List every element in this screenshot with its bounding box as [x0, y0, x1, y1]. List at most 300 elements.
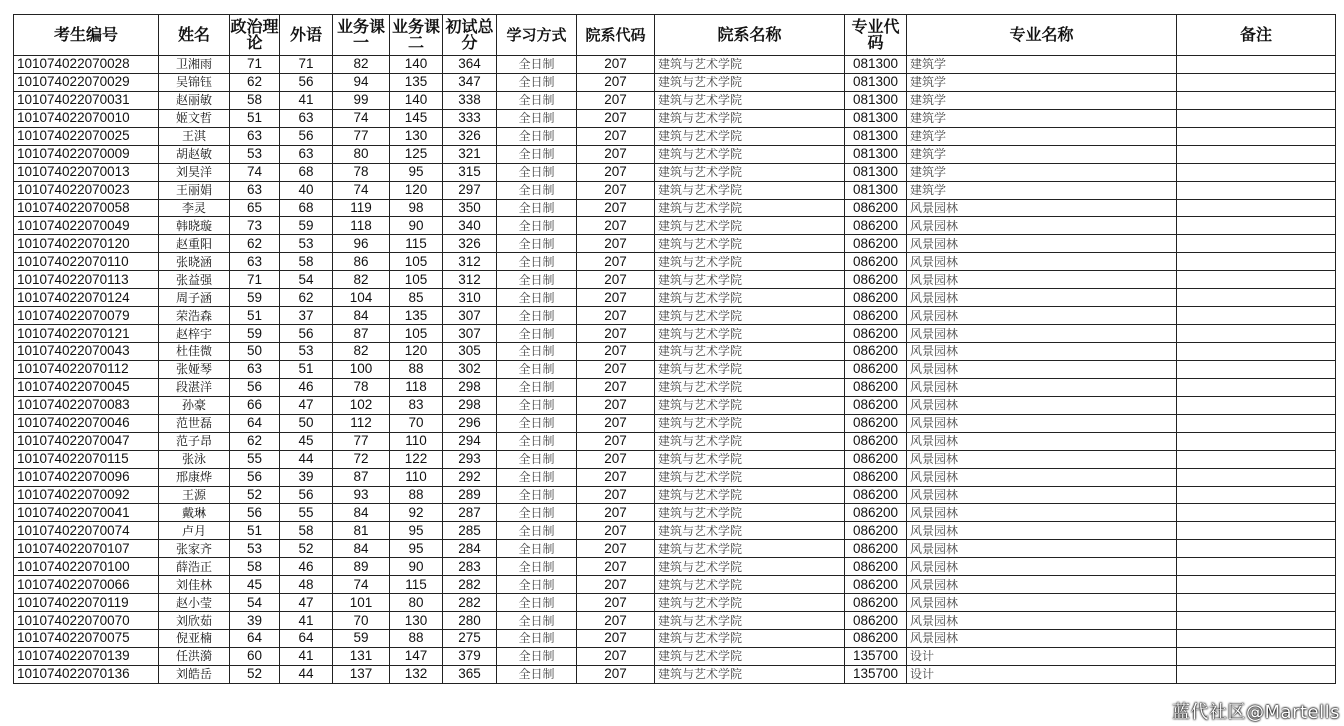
cell-name: 戴琳 [159, 504, 230, 522]
cell-foreign-language: 56 [280, 325, 333, 343]
cell-course-one: 84 [333, 504, 390, 522]
cell-study-mode: 全日制 [497, 73, 577, 91]
cell-name: 范子昂 [159, 432, 230, 450]
cell-exam-id: 101074022070083 [14, 396, 159, 414]
cell-major-code: 086200 [845, 253, 907, 271]
cell-department-code: 207 [577, 325, 655, 343]
cell-department-code: 207 [577, 199, 655, 217]
cell-remarks [1177, 253, 1336, 271]
table-body [14, 56, 1336, 684]
cell-course-one: 74 [333, 576, 390, 594]
cell-major-name: 建筑学 [907, 163, 1177, 181]
table-row [14, 199, 1336, 217]
cell-major-name: 风景园林 [907, 414, 1177, 432]
cell-politics: 63 [230, 360, 280, 378]
cell-name: 李灵 [159, 199, 230, 217]
cell-foreign-language: 53 [280, 235, 333, 253]
cell-remarks [1177, 594, 1336, 612]
cell-total-score: 340 [443, 217, 497, 235]
cell-course-one: 104 [333, 289, 390, 307]
cell-major-name: 风景园林 [907, 289, 1177, 307]
cell-exam-id: 101074022070013 [14, 163, 159, 181]
cell-department-name: 建筑与艺术学院 [655, 271, 845, 289]
cell-department-code: 207 [577, 271, 655, 289]
cell-name: 邢康烨 [159, 468, 230, 486]
cell-exam-id: 101074022070139 [14, 647, 159, 665]
cell-remarks [1177, 325, 1336, 343]
cell-foreign-language: 46 [280, 558, 333, 576]
cell-remarks [1177, 109, 1336, 127]
cell-major-name: 风景园林 [907, 630, 1177, 648]
cell-major-name: 风景园林 [907, 360, 1177, 378]
cell-name: 赵重阳 [159, 235, 230, 253]
header-department-code: 院系代码 [577, 15, 655, 56]
cell-remarks [1177, 360, 1336, 378]
cell-major-name: 风景园林 [907, 504, 1177, 522]
cell-major-code: 081300 [845, 109, 907, 127]
cell-course-one: 118 [333, 217, 390, 235]
cell-course-two: 140 [390, 91, 443, 109]
cell-politics: 51 [230, 522, 280, 540]
header-foreign-language: 外语 [280, 15, 333, 56]
table-row [14, 271, 1336, 289]
cell-remarks [1177, 612, 1336, 630]
cell-total-score: 310 [443, 289, 497, 307]
cell-major-name: 风景园林 [907, 235, 1177, 253]
cell-department-name: 建筑与艺术学院 [655, 289, 845, 307]
cell-total-score: 307 [443, 325, 497, 343]
cell-course-one: 82 [333, 56, 390, 74]
cell-major-code: 086200 [845, 612, 907, 630]
cell-course-one: 102 [333, 396, 390, 414]
cell-exam-id: 101074022070029 [14, 73, 159, 91]
cell-name: 王淇 [159, 127, 230, 145]
cell-major-code: 086200 [845, 630, 907, 648]
cell-politics: 74 [230, 163, 280, 181]
table-row [14, 109, 1336, 127]
cell-major-code: 086200 [845, 504, 907, 522]
cell-major-code: 086200 [845, 450, 907, 468]
cell-course-two: 80 [390, 594, 443, 612]
cell-study-mode: 全日制 [497, 630, 577, 648]
cell-course-one: 89 [333, 558, 390, 576]
cell-department-code: 207 [577, 307, 655, 325]
table-row [14, 665, 1336, 683]
table-row [14, 486, 1336, 504]
cell-course-two: 105 [390, 271, 443, 289]
cell-study-mode: 全日制 [497, 486, 577, 504]
cell-department-code: 207 [577, 504, 655, 522]
cell-department-code: 207 [577, 127, 655, 145]
cell-course-one: 70 [333, 612, 390, 630]
cell-exam-id: 101074022070092 [14, 486, 159, 504]
cell-name: 张家齐 [159, 540, 230, 558]
cell-department-name: 建筑与艺术学院 [655, 504, 845, 522]
cell-course-two: 132 [390, 665, 443, 683]
header-course-two: 业务课二 [390, 15, 443, 56]
cell-total-score: 338 [443, 91, 497, 109]
cell-name: 任洪漪 [159, 647, 230, 665]
cell-course-one: 94 [333, 73, 390, 91]
cell-major-name: 风景园林 [907, 307, 1177, 325]
cell-foreign-language: 58 [280, 253, 333, 271]
cell-exam-id: 101074022070066 [14, 576, 159, 594]
cell-remarks [1177, 343, 1336, 361]
cell-course-two: 120 [390, 181, 443, 199]
cell-major-code: 081300 [845, 127, 907, 145]
cell-total-score: 326 [443, 235, 497, 253]
cell-course-two: 95 [390, 522, 443, 540]
cell-course-two: 105 [390, 325, 443, 343]
cell-name: 张娅琴 [159, 360, 230, 378]
cell-total-score: 282 [443, 576, 497, 594]
cell-remarks [1177, 378, 1336, 396]
cell-foreign-language: 41 [280, 91, 333, 109]
table-row [14, 253, 1336, 271]
cell-study-mode: 全日制 [497, 558, 577, 576]
cell-exam-id: 101074022070079 [14, 307, 159, 325]
cell-remarks [1177, 414, 1336, 432]
cell-department-name: 建筑与艺术学院 [655, 396, 845, 414]
cell-exam-id: 101074022070110 [14, 253, 159, 271]
cell-remarks [1177, 235, 1336, 253]
cell-major-name: 风景园林 [907, 450, 1177, 468]
cell-course-two: 115 [390, 235, 443, 253]
cell-department-name: 建筑与艺术学院 [655, 450, 845, 468]
cell-politics: 50 [230, 343, 280, 361]
cell-department-code: 207 [577, 378, 655, 396]
cell-remarks [1177, 145, 1336, 163]
table-row [14, 127, 1336, 145]
cell-remarks [1177, 576, 1336, 594]
cell-course-two: 118 [390, 378, 443, 396]
cell-department-name: 建筑与艺术学院 [655, 647, 845, 665]
cell-course-two: 122 [390, 450, 443, 468]
cell-total-score: 350 [443, 199, 497, 217]
cell-remarks [1177, 91, 1336, 109]
cell-department-code: 207 [577, 432, 655, 450]
header-course-one: 业务课一 [333, 15, 390, 56]
cell-department-name: 建筑与艺术学院 [655, 109, 845, 127]
cell-major-code: 086200 [845, 522, 907, 540]
cell-department-name: 建筑与艺术学院 [655, 253, 845, 271]
cell-course-one: 74 [333, 181, 390, 199]
cell-course-two: 140 [390, 56, 443, 74]
cell-course-two: 147 [390, 647, 443, 665]
cell-course-two: 95 [390, 540, 443, 558]
cell-major-code: 086200 [845, 360, 907, 378]
cell-name: 张晓涵 [159, 253, 230, 271]
table-row [14, 414, 1336, 432]
cell-department-name: 建筑与艺术学院 [655, 576, 845, 594]
cell-course-two: 98 [390, 199, 443, 217]
cell-politics: 71 [230, 56, 280, 74]
cell-department-code: 207 [577, 360, 655, 378]
cell-politics: 52 [230, 665, 280, 683]
cell-department-name: 建筑与艺术学院 [655, 343, 845, 361]
cell-politics: 51 [230, 307, 280, 325]
cell-course-one: 78 [333, 378, 390, 396]
cell-politics: 45 [230, 576, 280, 594]
cell-remarks [1177, 468, 1336, 486]
cell-name: 韩晓璇 [159, 217, 230, 235]
table-row [14, 558, 1336, 576]
cell-foreign-language: 63 [280, 109, 333, 127]
cell-study-mode: 全日制 [497, 612, 577, 630]
cell-study-mode: 全日制 [497, 504, 577, 522]
cell-politics: 59 [230, 289, 280, 307]
cell-course-two: 110 [390, 432, 443, 450]
cell-exam-id: 101074022070100 [14, 558, 159, 576]
cell-major-code: 081300 [845, 163, 907, 181]
cell-major-name: 建筑学 [907, 73, 1177, 91]
cell-course-two: 125 [390, 145, 443, 163]
cell-study-mode: 全日制 [497, 468, 577, 486]
cell-department-name: 建筑与艺术学院 [655, 558, 845, 576]
admission-score-table-container [13, 14, 1336, 684]
cell-exam-id: 101074022070045 [14, 378, 159, 396]
cell-exam-id: 101074022070025 [14, 127, 159, 145]
cell-study-mode: 全日制 [497, 109, 577, 127]
cell-name: 杜佳微 [159, 343, 230, 361]
cell-remarks [1177, 504, 1336, 522]
cell-exam-id: 101074022070121 [14, 325, 159, 343]
cell-major-name: 风景园林 [907, 486, 1177, 504]
cell-course-two: 83 [390, 396, 443, 414]
cell-major-name: 风景园林 [907, 199, 1177, 217]
cell-study-mode: 全日制 [497, 450, 577, 468]
cell-foreign-language: 44 [280, 450, 333, 468]
header-name: 姓名 [159, 15, 230, 56]
cell-total-score: 282 [443, 594, 497, 612]
cell-major-code: 086200 [845, 432, 907, 450]
cell-remarks [1177, 181, 1336, 199]
cell-exam-id: 101074022070047 [14, 432, 159, 450]
cell-major-name: 建筑学 [907, 56, 1177, 74]
cell-name: 周子涵 [159, 289, 230, 307]
cell-remarks [1177, 73, 1336, 91]
table-row [14, 289, 1336, 307]
cell-politics: 59 [230, 325, 280, 343]
cell-study-mode: 全日制 [497, 253, 577, 271]
cell-name: 卢月 [159, 522, 230, 540]
cell-major-code: 086200 [845, 307, 907, 325]
cell-name: 刘佳林 [159, 576, 230, 594]
cell-department-code: 207 [577, 181, 655, 199]
cell-department-code: 207 [577, 486, 655, 504]
cell-department-code: 207 [577, 56, 655, 74]
cell-study-mode: 全日制 [497, 307, 577, 325]
cell-course-two: 88 [390, 360, 443, 378]
cell-course-one: 59 [333, 630, 390, 648]
cell-total-score: 289 [443, 486, 497, 504]
cell-remarks [1177, 199, 1336, 217]
header-major-code: 专业代码 [845, 15, 907, 56]
cell-department-name: 建筑与艺术学院 [655, 630, 845, 648]
cell-major-name: 设计 [907, 665, 1177, 683]
table-row [14, 504, 1336, 522]
cell-course-one: 81 [333, 522, 390, 540]
cell-major-name: 风景园林 [907, 343, 1177, 361]
cell-total-score: 312 [443, 271, 497, 289]
cell-major-name: 设计 [907, 647, 1177, 665]
cell-course-one: 131 [333, 647, 390, 665]
header-exam-id: 考生编号 [14, 15, 159, 56]
cell-major-code: 086200 [845, 217, 907, 235]
cell-course-one: 77 [333, 127, 390, 145]
header-major-name: 专业名称 [907, 15, 1177, 56]
cell-foreign-language: 39 [280, 468, 333, 486]
cell-study-mode: 全日制 [497, 396, 577, 414]
cell-name: 薛浩正 [159, 558, 230, 576]
cell-department-name: 建筑与艺术学院 [655, 199, 845, 217]
cell-department-name: 建筑与艺术学院 [655, 468, 845, 486]
cell-study-mode: 全日制 [497, 145, 577, 163]
cell-politics: 56 [230, 468, 280, 486]
cell-department-code: 207 [577, 630, 655, 648]
table-row [14, 325, 1336, 343]
cell-total-score: 307 [443, 307, 497, 325]
cell-exam-id: 101074022070113 [14, 271, 159, 289]
cell-major-name: 风景园林 [907, 558, 1177, 576]
cell-foreign-language: 54 [280, 271, 333, 289]
cell-foreign-language: 51 [280, 360, 333, 378]
header-study-mode: 学习方式 [497, 15, 577, 56]
cell-politics: 66 [230, 396, 280, 414]
cell-department-name: 建筑与艺术学院 [655, 360, 845, 378]
cell-remarks [1177, 396, 1336, 414]
cell-course-one: 87 [333, 468, 390, 486]
cell-course-one: 78 [333, 163, 390, 181]
cell-course-one: 100 [333, 360, 390, 378]
cell-major-code: 086200 [845, 378, 907, 396]
table-row [14, 432, 1336, 450]
cell-politics: 63 [230, 253, 280, 271]
cell-department-code: 207 [577, 289, 655, 307]
cell-major-code: 086200 [845, 414, 907, 432]
cell-foreign-language: 58 [280, 522, 333, 540]
cell-exam-id: 101074022070120 [14, 235, 159, 253]
table-row [14, 630, 1336, 648]
cell-study-mode: 全日制 [497, 522, 577, 540]
cell-major-code: 086200 [845, 540, 907, 558]
cell-course-two: 115 [390, 576, 443, 594]
cell-course-one: 80 [333, 145, 390, 163]
cell-department-name: 建筑与艺术学院 [655, 127, 845, 145]
cell-major-code: 081300 [845, 73, 907, 91]
cell-major-code: 135700 [845, 647, 907, 665]
table-row [14, 360, 1336, 378]
cell-department-name: 建筑与艺术学院 [655, 612, 845, 630]
cell-course-one: 99 [333, 91, 390, 109]
cell-major-name: 建筑学 [907, 91, 1177, 109]
cell-foreign-language: 50 [280, 414, 333, 432]
cell-total-score: 294 [443, 432, 497, 450]
cell-total-score: 312 [443, 253, 497, 271]
cell-foreign-language: 56 [280, 73, 333, 91]
cell-total-score: 321 [443, 145, 497, 163]
cell-politics: 58 [230, 91, 280, 109]
table-row [14, 163, 1336, 181]
cell-name: 刘皓岳 [159, 665, 230, 683]
cell-department-code: 207 [577, 91, 655, 109]
cell-course-one: 82 [333, 271, 390, 289]
cell-remarks [1177, 56, 1336, 74]
cell-politics: 63 [230, 127, 280, 145]
cell-course-two: 88 [390, 630, 443, 648]
cell-study-mode: 全日制 [497, 289, 577, 307]
cell-foreign-language: 53 [280, 343, 333, 361]
cell-total-score: 275 [443, 630, 497, 648]
cell-department-code: 207 [577, 540, 655, 558]
cell-total-score: 283 [443, 558, 497, 576]
cell-foreign-language: 46 [280, 378, 333, 396]
cell-name: 荣浩森 [159, 307, 230, 325]
cell-course-one: 87 [333, 325, 390, 343]
cell-remarks [1177, 432, 1336, 450]
cell-name: 赵小莹 [159, 594, 230, 612]
cell-department-code: 207 [577, 253, 655, 271]
cell-course-two: 88 [390, 486, 443, 504]
header-total-score: 初试总分 [443, 15, 497, 56]
cell-department-code: 207 [577, 343, 655, 361]
cell-course-one: 82 [333, 343, 390, 361]
cell-course-two: 90 [390, 217, 443, 235]
cell-remarks [1177, 450, 1336, 468]
cell-major-code: 086200 [845, 235, 907, 253]
cell-total-score: 280 [443, 612, 497, 630]
cell-foreign-language: 68 [280, 199, 333, 217]
cell-politics: 60 [230, 647, 280, 665]
cell-study-mode: 全日制 [497, 594, 577, 612]
table-row [14, 522, 1336, 540]
cell-major-code: 081300 [845, 56, 907, 74]
cell-foreign-language: 52 [280, 540, 333, 558]
cell-total-score: 333 [443, 109, 497, 127]
cell-remarks [1177, 540, 1336, 558]
cell-department-code: 207 [577, 522, 655, 540]
cell-department-name: 建筑与艺术学院 [655, 181, 845, 199]
cell-major-name: 风景园林 [907, 378, 1177, 396]
cell-course-two: 92 [390, 504, 443, 522]
cell-department-name: 建筑与艺术学院 [655, 235, 845, 253]
cell-politics: 52 [230, 486, 280, 504]
cell-major-name: 风景园林 [907, 325, 1177, 343]
cell-exam-id: 101074022070112 [14, 360, 159, 378]
cell-major-name: 建筑学 [907, 145, 1177, 163]
table-row [14, 217, 1336, 235]
cell-major-code: 086200 [845, 486, 907, 504]
cell-department-name: 建筑与艺术学院 [655, 432, 845, 450]
cell-course-one: 137 [333, 665, 390, 683]
cell-study-mode: 全日制 [497, 414, 577, 432]
cell-major-name: 风景园林 [907, 576, 1177, 594]
cell-foreign-language: 71 [280, 56, 333, 74]
cell-name: 赵丽敏 [159, 91, 230, 109]
cell-name: 吴锦钰 [159, 73, 230, 91]
cell-remarks [1177, 271, 1336, 289]
cell-politics: 62 [230, 73, 280, 91]
cell-course-two: 130 [390, 127, 443, 145]
cell-major-name: 风景园林 [907, 271, 1177, 289]
cell-total-score: 285 [443, 522, 497, 540]
cell-department-code: 207 [577, 450, 655, 468]
cell-politics: 62 [230, 432, 280, 450]
cell-foreign-language: 45 [280, 432, 333, 450]
table-row [14, 145, 1336, 163]
cell-major-name: 建筑学 [907, 109, 1177, 127]
cell-department-name: 建筑与艺术学院 [655, 325, 845, 343]
